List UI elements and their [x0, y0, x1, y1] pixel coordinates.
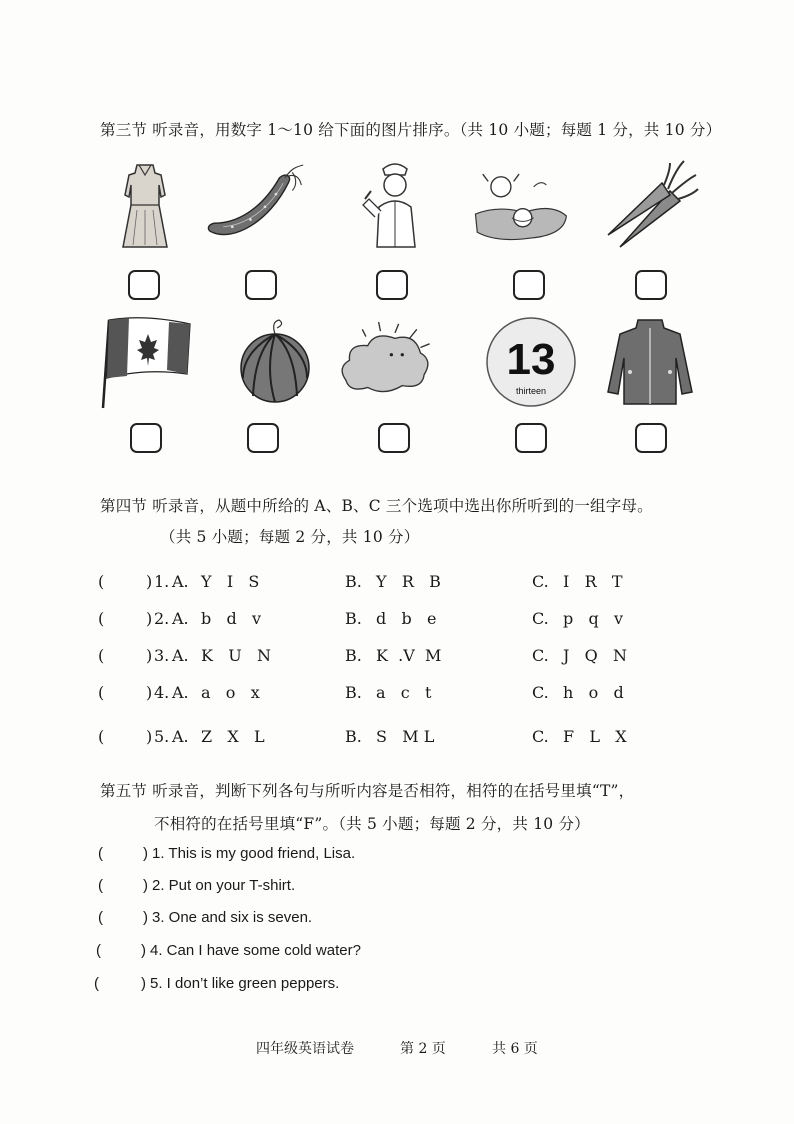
answer-bracket-open[interactable]: ( — [98, 572, 105, 591]
answer-bracket-open[interactable]: ( — [98, 877, 103, 894]
letter-question-5 — [0, 727, 794, 749]
footer-total-pages: 共 6 页 — [492, 1041, 538, 1057]
answer-box[interactable] — [515, 423, 547, 453]
section4-subheading: （共 5 小题；每题 2 分，共 10 分） — [160, 528, 420, 546]
answer-bracket-open[interactable]: ( — [98, 609, 105, 628]
question-number: 1. — [154, 572, 170, 591]
answer-bracket-close: ) — [146, 683, 153, 702]
sentence-text: 1. This is my good friend, Lisa. — [152, 845, 356, 862]
option-c-label: C. — [532, 572, 549, 591]
answer-bracket-close: ) — [146, 727, 153, 746]
footer-title: 四年级英语试卷 — [256, 1041, 354, 1057]
option-c-label: C. — [532, 646, 549, 665]
section4-heading: 第四节 听录音，从题中所给的 A、B、C 三个选项中选出你所听到的一组字母。 — [100, 497, 653, 515]
answer-box[interactable] — [245, 270, 277, 300]
option-c-letters: h o d — [563, 683, 624, 702]
option-c-label: C. — [532, 727, 549, 746]
option-a-letters: a o x — [201, 683, 260, 702]
sentence-text: 3. One and six is seven. — [152, 909, 313, 926]
answer-bracket-close: ) — [146, 572, 153, 591]
answer-box[interactable] — [635, 423, 667, 453]
answer-bracket-open[interactable]: ( — [98, 909, 103, 926]
number-13-icon — [485, 312, 585, 412]
carrot-icon — [600, 155, 700, 255]
option-b-label: B. — [345, 609, 362, 628]
picture-row-1 — [0, 155, 794, 255]
option-b-letters: d b e — [376, 609, 437, 628]
footer-page-number: 第 2 页 — [400, 1041, 446, 1057]
answer-box[interactable] — [378, 423, 410, 453]
option-c-label: C. — [532, 683, 549, 702]
option-a-letters: Z X L — [201, 727, 265, 746]
option-c-letters: J Q N — [563, 646, 628, 665]
option-a-label: A. — [172, 609, 189, 628]
sentence-text: 2. Put on your T-shirt. — [152, 877, 296, 894]
answer-bracket-open[interactable]: ( — [98, 646, 105, 665]
answer-bracket-open[interactable]: ( — [98, 683, 105, 702]
question-number: 5. — [154, 727, 170, 746]
section5-subheading: 不相符的在括号里填“F”。（共 5 小题；每题 2 分，共 10 分） — [154, 815, 590, 833]
answer-bracket-close: ) — [146, 646, 153, 665]
answer-bracket-close: ) — [141, 975, 146, 992]
cloud-icon — [335, 312, 435, 412]
option-c-letters: F L X — [563, 727, 627, 746]
option-a-letters: Y I S — [201, 572, 260, 591]
number-13-digits: 13 — [506, 335, 556, 384]
judge-question-2 — [0, 877, 794, 899]
judge-question-1 — [0, 845, 794, 867]
letter-question-1 — [0, 572, 794, 594]
option-a-label: A. — [172, 572, 189, 591]
jacket-icon — [600, 312, 700, 412]
answer-bracket-open[interactable]: ( — [94, 975, 99, 992]
option-b-letters: a c t — [376, 683, 432, 702]
nurse-icon — [345, 155, 445, 255]
option-a-label: A. — [172, 683, 189, 702]
question-number: 2. — [154, 609, 170, 628]
answer-box[interactable] — [128, 270, 160, 300]
option-b-letters: Y R B — [376, 572, 441, 591]
option-c-letters: I R T — [563, 572, 623, 591]
answer-bracket-open[interactable]: ( — [96, 942, 101, 959]
picture-row-2 — [0, 312, 794, 412]
letter-question-3 — [0, 646, 794, 668]
letter-question-4 — [0, 683, 794, 705]
sentence-text: 4. Can I have some cold water? — [150, 942, 361, 959]
dress-icon — [95, 155, 195, 255]
option-c-label: C. — [532, 609, 549, 628]
option-b-label: B. — [345, 646, 362, 665]
option-b-label: B. — [345, 683, 362, 702]
watermelon-icon — [225, 312, 325, 412]
answer-box[interactable] — [130, 423, 162, 453]
option-b-letters: S M L — [376, 727, 435, 746]
canada-flag-icon — [95, 312, 195, 412]
judge-question-3 — [0, 909, 794, 931]
option-c-letters: p q v — [563, 609, 624, 628]
question-number: 3. — [154, 646, 170, 665]
answer-bracket-close: ) — [146, 609, 153, 628]
answer-bracket-close: ) — [143, 877, 148, 894]
option-a-letters: b d v — [201, 609, 262, 628]
option-a-label: A. — [172, 727, 189, 746]
answer-box[interactable] — [247, 423, 279, 453]
option-b-label: B. — [345, 727, 362, 746]
letter-question-2 — [0, 609, 794, 631]
answer-bracket-close: ) — [143, 909, 148, 926]
judge-question-5 — [0, 975, 794, 997]
cucumber-icon — [205, 155, 305, 255]
swimming-icon — [470, 155, 570, 255]
answer-box[interactable] — [635, 270, 667, 300]
option-b-label: B. — [345, 572, 362, 591]
option-a-label: A. — [172, 646, 189, 665]
answer-bracket-open[interactable]: ( — [98, 727, 105, 746]
answer-bracket-open[interactable]: ( — [98, 845, 103, 862]
number-13-word: thirteen — [515, 386, 547, 396]
judge-question-4 — [0, 942, 794, 964]
section3-heading: 第三节 听录音，用数字 1～10 给下面的图片排序。（共 10 小题；每题 1 分，共 10 分） — [100, 121, 722, 139]
sentence-text: 5. I don’t like green peppers. — [150, 975, 340, 992]
section5-heading: 第五节 听录音，判断下列各句与所听内容是否相符，相符的在括号里填“T”， — [100, 782, 635, 800]
question-number: 4. — [154, 683, 170, 702]
answer-box[interactable] — [513, 270, 545, 300]
option-a-letters: K U N — [201, 646, 271, 665]
option-b-letters: K .V M — [376, 646, 442, 665]
answer-box[interactable] — [376, 270, 408, 300]
answer-bracket-close: ) — [141, 942, 146, 959]
answer-bracket-close: ) — [143, 845, 148, 862]
